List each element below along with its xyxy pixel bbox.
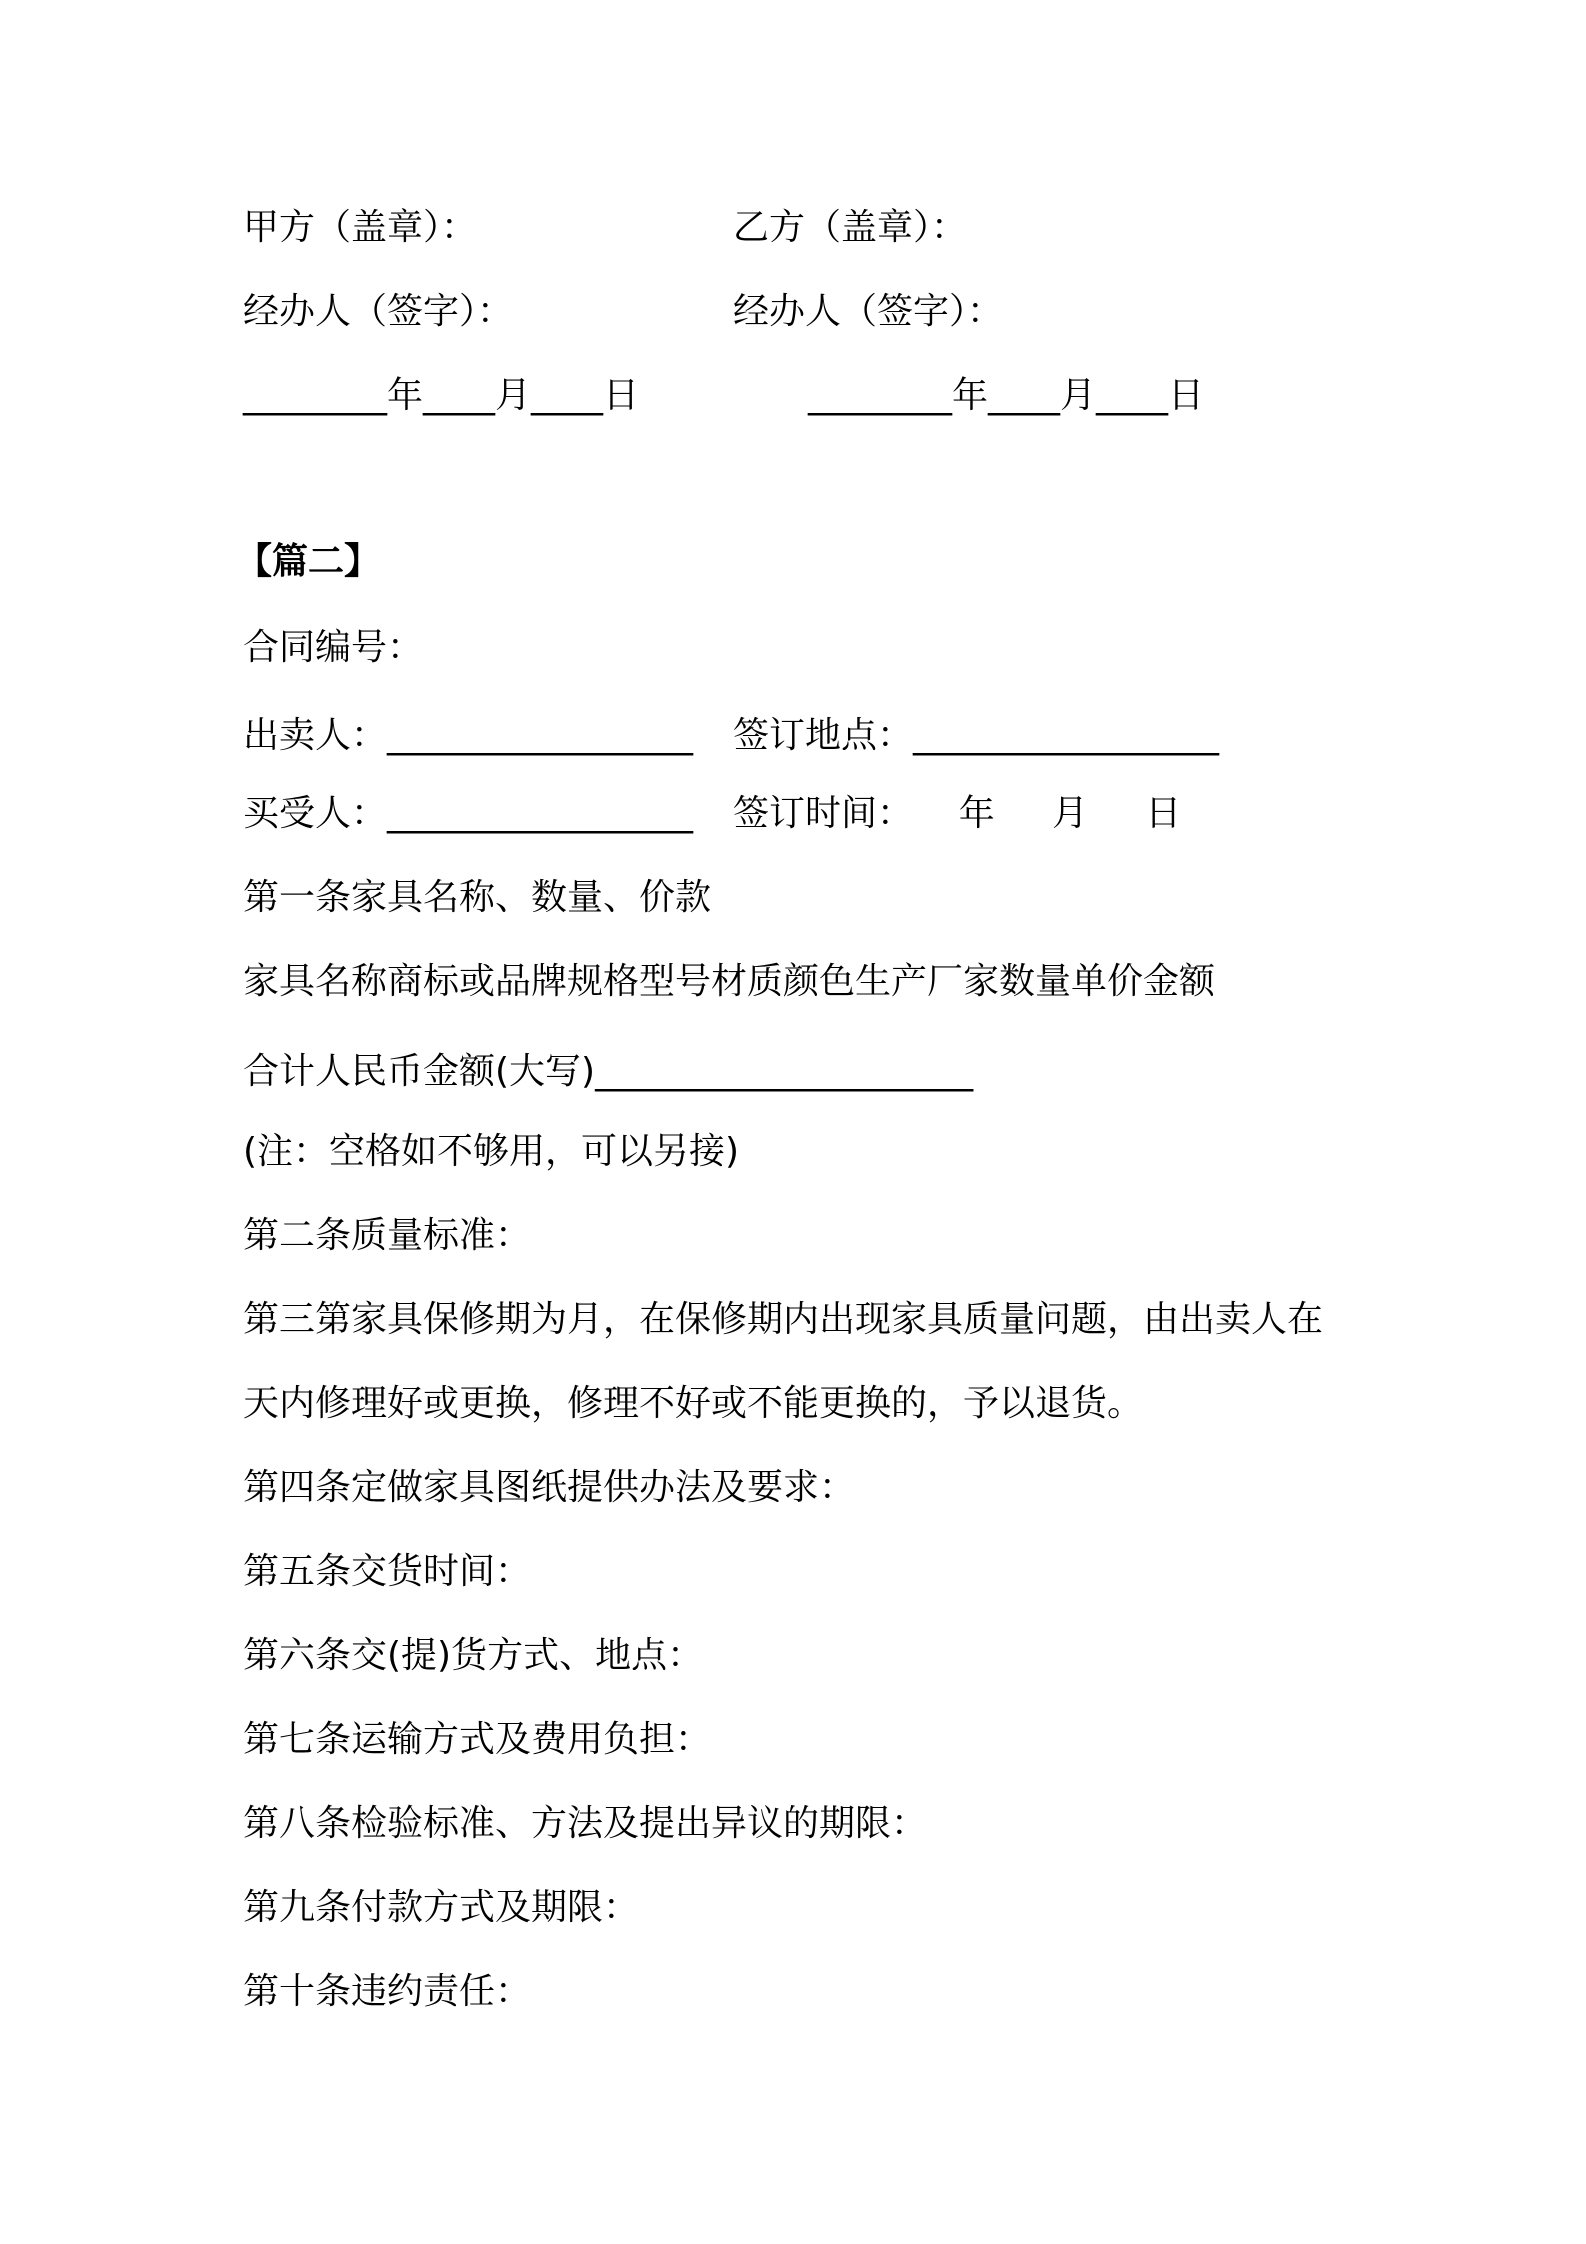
contract-number-label: 合同编号： — [243, 627, 424, 668]
furniture-table-header: 家具名称商标或品牌规格型号材质颜色生产厂家数量单价金额 — [243, 961, 1216, 1002]
article-7: 第七条运输方式及费用负担： — [243, 1719, 712, 1760]
buyer-field: 买受人：_________________ — [243, 793, 694, 834]
article-1: 第一条家具名称、数量、价款 — [243, 877, 712, 918]
article-8: 第八条检验标准、方法及提出异议的期限： — [243, 1803, 928, 1844]
article-9: 第九条付款方式及期限： — [243, 1887, 640, 1928]
note-line: (注：空格如不够用，可以另接) — [243, 1131, 740, 1172]
section-title: 【篇二】 — [236, 541, 381, 582]
article-4: 第四条定做家具图纸提供办法及要求： — [243, 1467, 856, 1508]
signing-time-field: 签订时间： 年 月 日 — [733, 793, 1182, 834]
party-b-seal-label: 乙方（盖章）： — [733, 207, 968, 248]
article-3-line-1: 第三第家具保修期为月，在保修期内出现家具质量问题，由出卖人在 — [243, 1299, 1324, 1340]
article-10: 第十条违约责任： — [243, 1971, 532, 2012]
article-2: 第二条质量标准： — [243, 1215, 532, 1256]
party-b-date-line: ________年____月____日 — [808, 375, 1204, 416]
article-5: 第五条交货时间： — [243, 1551, 532, 1592]
party-a-agent-label: 经办人（签字）： — [243, 291, 514, 332]
total-amount-line: 合计人民币金额(大写)_____________________ — [243, 1051, 974, 1092]
signing-place-field: 签订地点：_________________ — [733, 715, 1220, 756]
article-3-line-2: 天内修理好或更换，修理不好或不能更换的，予以退货。 — [243, 1383, 1144, 1424]
party-b-agent-label: 经办人（签字）： — [733, 291, 1004, 332]
party-a-seal-label: 甲方（盖章）： — [243, 207, 478, 248]
article-6: 第六条交(提)货方式、地点： — [243, 1635, 704, 1676]
party-a-date-line: ________年____月____日 — [243, 375, 639, 416]
seller-field: 出卖人：_________________ — [243, 715, 694, 756]
